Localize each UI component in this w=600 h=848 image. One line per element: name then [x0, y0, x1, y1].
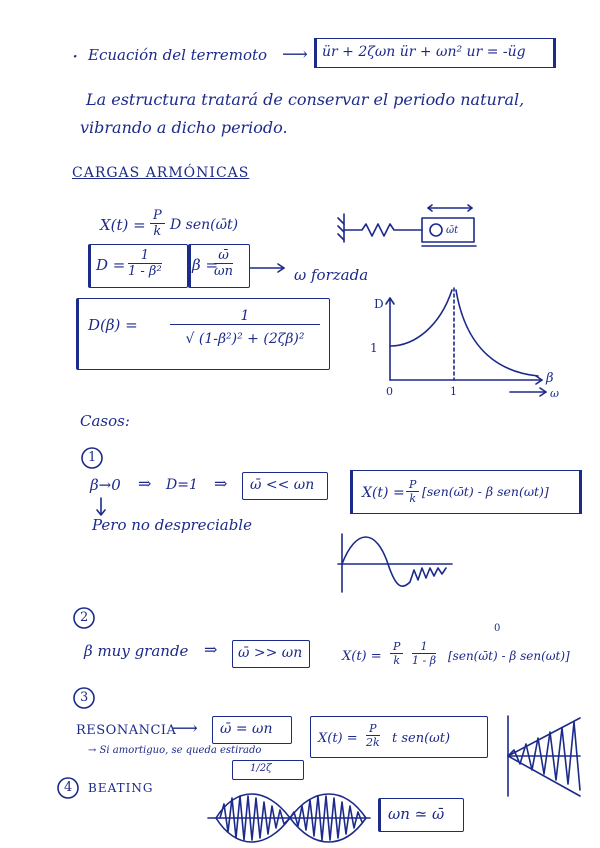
- case2-frac2-num: 1: [412, 640, 436, 654]
- x-of-t-fraction: [150, 208, 165, 239]
- graph-y-label: D: [374, 297, 384, 311]
- beta-def-lhs: β =: [192, 256, 219, 274]
- graph-tick-x1: 1: [450, 385, 457, 398]
- case1-boxed: ω̄ << ωn: [250, 477, 315, 493]
- case3-num: 3: [80, 690, 89, 705]
- case4-num: 4: [64, 780, 73, 795]
- graph-tick-omega: ω: [550, 387, 559, 400]
- graph-tick-y1: 1: [370, 341, 378, 355]
- intro-line-2: vibrando a dicho periodo.: [80, 118, 288, 137]
- intro-line-1: La estructura tratará de conservar el periodo natural,: [86, 90, 525, 109]
- case1-arrow2: ⇒: [214, 474, 228, 493]
- case1-down-arrow: [96, 498, 106, 518]
- case1-formula-num: P: [406, 478, 419, 492]
- case1-formula-frac: [406, 478, 419, 505]
- case2-arrow: ⇒: [204, 640, 218, 659]
- section-title: CARGAS ARMÓNICAS: [72, 165, 250, 181]
- case2-formula-lhs: X(t) =: [342, 649, 382, 664]
- case4-boxed: ωn ≃ ω̄: [388, 805, 445, 823]
- case1-arrow1: ⇒: [138, 474, 152, 493]
- case4-label: BEATING: [88, 781, 154, 795]
- case3-formula-rest: t sen(ωt): [392, 731, 451, 746]
- d-beta-lhs: D(β) =: [88, 316, 138, 334]
- x-of-t-den: k: [153, 224, 162, 239]
- case1-num: 1: [88, 450, 97, 465]
- d-beta-graph: [370, 286, 560, 396]
- d-def-lhs: D =: [96, 256, 126, 274]
- case2-formula-rest: [sen(ω̄t) - β sen(ωt)]: [448, 649, 570, 663]
- case3-arrow: ⟶: [172, 718, 198, 739]
- forced-arrow: [250, 262, 290, 274]
- case3-formula-frac: [366, 722, 380, 749]
- case2-zero-mark: 0: [494, 623, 501, 634]
- case2-formula-num: P: [390, 640, 403, 654]
- d-beta-fraction: [170, 308, 320, 347]
- forced-label: ω forzada: [294, 266, 369, 284]
- case2-cond: β muy grande: [84, 642, 189, 660]
- case3-formula-den: 2k: [366, 736, 380, 749]
- d-def-fraction: [128, 248, 162, 279]
- case2-formula-den: k: [393, 654, 401, 667]
- case3-waveform: [504, 712, 584, 802]
- eq-terremoto-formula: ür + 2ζωn ür + ωn² ur = -üg: [322, 44, 526, 60]
- d-def-den: 1 - β²: [128, 264, 162, 279]
- mass-label: ω̄t: [446, 225, 459, 236]
- case1-note: Pero no despreciable: [92, 516, 252, 534]
- case3-boxed: ω̄ = ωn: [220, 721, 273, 737]
- x-of-t-lhs: X(t) =: [100, 216, 146, 234]
- case1-waveform: [336, 532, 456, 596]
- case3-small-box-text: 1/2ζ: [250, 763, 272, 774]
- eq-terremoto-arrow: ⟶: [282, 44, 308, 65]
- x-of-t-num: P: [150, 208, 165, 224]
- eq-terremoto-label: Ecuación del terremoto: [88, 46, 268, 64]
- beta-def-den: ωn: [214, 264, 233, 279]
- case3-formula-num: P: [366, 722, 380, 736]
- bullet: ·: [72, 44, 79, 68]
- case3-label: RESONANCIA: [76, 723, 177, 738]
- d-beta-num: 1: [170, 308, 320, 325]
- d-def-num: 1: [128, 248, 162, 264]
- beta-def-fraction: [214, 248, 233, 279]
- case1-cond: β→0: [90, 476, 121, 494]
- case2-num: 2: [80, 610, 89, 625]
- graph-tick-x0: 0: [386, 385, 393, 398]
- beta-def-num: ω̄: [214, 248, 233, 264]
- case2-frac2: [412, 640, 436, 667]
- case1-formula-den: k: [409, 492, 417, 505]
- spring-mass-sketch: [336, 204, 486, 250]
- case1-formula-rest: [sen(ω̄t) - β sen(ωt)]: [422, 484, 549, 499]
- case2-boxed: ω̄ >> ωn: [238, 645, 303, 661]
- x-of-t-rhs: D sen(ω̄t): [170, 217, 239, 233]
- graph-x-label: β: [546, 371, 554, 386]
- case1-result: D=1: [166, 477, 198, 493]
- d-beta-den: √ (1-β²)² + (2ζβ)²: [185, 331, 305, 347]
- case3-note: → Si amortiguo, se queda estirado: [88, 745, 262, 756]
- case2-formula-frac: [390, 640, 403, 667]
- case2-frac2-den: 1 - β: [412, 654, 437, 667]
- case3-formula-lhs: X(t) =: [318, 731, 358, 746]
- casos-label: Casos:: [80, 412, 130, 430]
- case4-waveform: [206, 788, 372, 846]
- case1-formula-lhs: X(t) =: [362, 485, 405, 501]
